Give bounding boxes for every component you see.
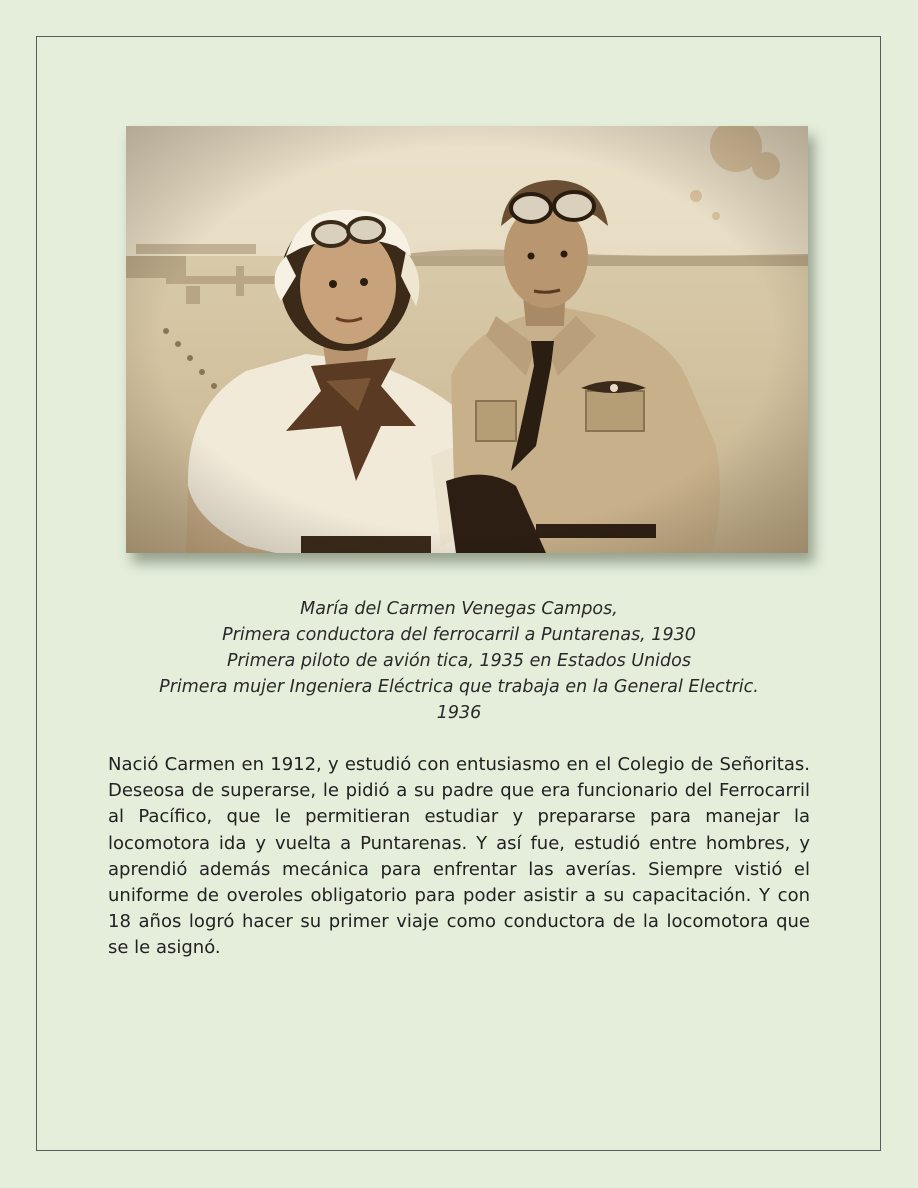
photo-caption [100,596,818,726]
photo-illustration [126,126,808,553]
biography-paragraph: Nació Carmen en 1912, y estudió con entusiasmo en el Colegio de Señoritas. Deseosa de superarse, le pidió a su padre que era funcionario del Ferrocarril al Pacífico, que le permitieran estudiar y prepararse para manejar la locomotora ida y vuelta a Puntarenas. Y así fue, estudió entre hombres, y aprendió además mecánica para enfrentar las averías. Siempre vistió el uniforme de overoles obligatorio para poder asistir a su capacitación. Y con 18 años logró hacer su primer viaje como conductora de la locomotora que se le asignó. [108,754,810,959]
caption-line-year: 1936 [436,703,482,723]
caption-name: María del Carmen Venegas Campos, [300,599,618,619]
caption-line-railway: Primera conductora del ferrocarril a Puntarenas, 1930 [222,625,696,645]
caption-line-pilot: Primera piloto de avión tica, 1935 en Estados Unidos [227,651,691,671]
caption-line-engineer: Primera mujer Ingeniera Eléctrica que trabaja en la General Electric. [159,677,759,697]
historical-photo [126,126,808,553]
